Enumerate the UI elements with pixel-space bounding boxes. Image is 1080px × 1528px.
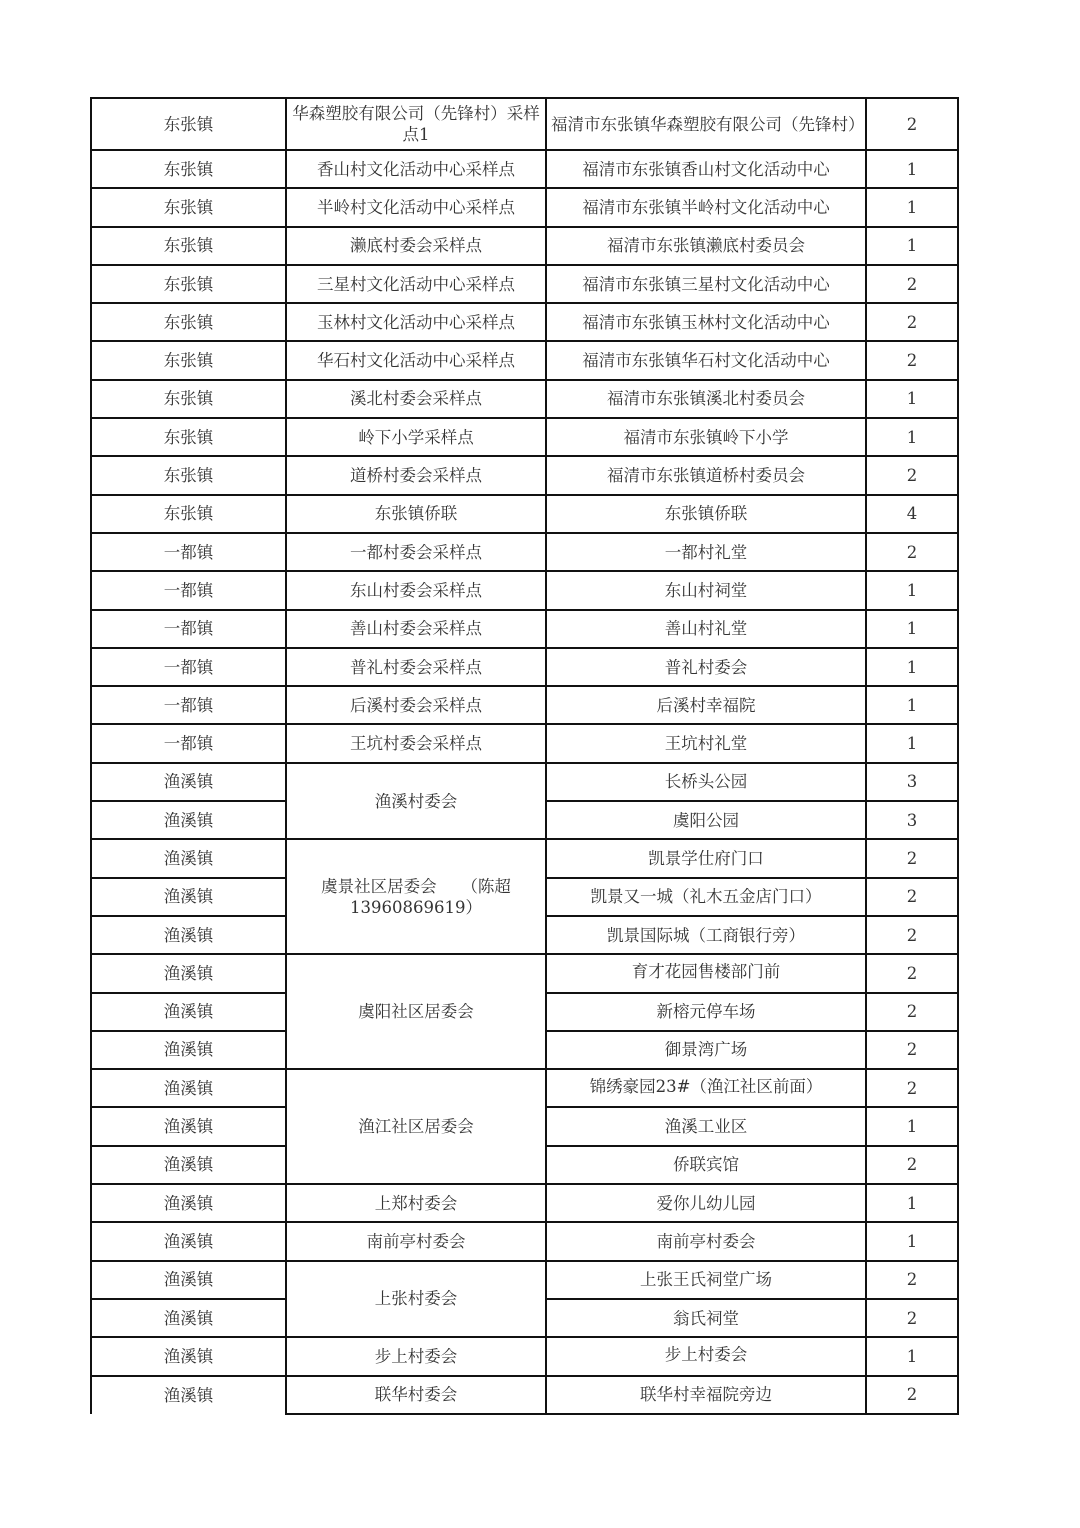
count-cell: 1 (866, 571, 958, 609)
address-cell: 善山村礼堂 (546, 610, 866, 648)
site-cell: 联华村委会 (286, 1376, 546, 1414)
site-cell: 南前亭村委会 (286, 1222, 546, 1260)
town-cell: 东张镇 (91, 98, 286, 150)
table-row (91, 1069, 958, 1107)
town-cell: 渔溪镇 (91, 801, 286, 839)
count-cell: 2 (866, 993, 958, 1031)
address-cell: 新榕元停车场 (546, 993, 866, 1031)
address-cell: 王坑村礼堂 (546, 724, 866, 762)
address-cell: 福清市东张镇华石村文化活动中心 (546, 341, 866, 379)
count-cell: 3 (866, 763, 958, 801)
site-cell: 华森塑胶有限公司（先锋村）采样点1 (286, 98, 546, 150)
address-cell: 侨联宾馆 (546, 1146, 866, 1184)
town-cell: 一都镇 (91, 610, 286, 648)
table-row (91, 495, 958, 533)
address-cell: 长桥头公园 (546, 763, 866, 801)
site-cell: 虞景社区居委会 （陈超13960869619） (286, 839, 546, 954)
site-cell: 一都村委会采样点 (286, 533, 546, 571)
address-cell: 福清市东张镇香山村文化活动中心 (546, 150, 866, 188)
address-cell: 福清市东张镇岭下小学 (546, 418, 866, 456)
address-cell-text: 育才花园售楼部门前 (631, 962, 781, 982)
address-cell: 南前亭村委会 (546, 1222, 866, 1260)
site-cell: 岭下小学采样点 (286, 418, 546, 456)
site-cell: 香山村文化活动中心采样点 (286, 150, 546, 188)
count-cell: 1 (866, 1107, 958, 1145)
address-cell: 福清市东张镇半岭村文化活动中心 (546, 188, 866, 226)
count-cell: 2 (866, 916, 958, 954)
table-row (91, 227, 958, 265)
town-cell: 渔溪镇 (91, 1299, 286, 1337)
site-cell: 善山村委会采样点 (286, 610, 546, 648)
address-cell: 后溪村幸福院 (546, 686, 866, 724)
address-cell: 普礼村委会 (546, 648, 866, 686)
count-cell: 1 (866, 227, 958, 265)
table-row (91, 648, 958, 686)
count-cell: 2 (866, 456, 958, 494)
town-cell: 东张镇 (91, 188, 286, 226)
address-cell: 上张王氏祠堂广场 (546, 1261, 866, 1299)
count-cell: 1 (866, 1222, 958, 1260)
town-cell: 东张镇 (91, 495, 286, 533)
address-cell: 福清市东张镇道桥村委员会 (546, 456, 866, 494)
count-cell: 1 (866, 150, 958, 188)
table-body (91, 98, 958, 1414)
count-cell: 2 (866, 533, 958, 571)
town-cell: 东张镇 (91, 418, 286, 456)
town-cell: 一都镇 (91, 724, 286, 762)
site-cell: 步上村委会 (286, 1337, 546, 1375)
site-cell: 渔溪村委会 (286, 763, 546, 840)
address-cell: 福清市东张镇溪北村委员会 (546, 380, 866, 418)
count-cell: 3 (866, 801, 958, 839)
count-cell: 1 (866, 418, 958, 456)
site-cell: 华石村文化活动中心采样点 (286, 341, 546, 379)
site-cell: 后溪村委会采样点 (286, 686, 546, 724)
count-cell: 1 (866, 648, 958, 686)
town-cell: 渔溪镇 (91, 763, 286, 801)
sampling-sites-table (90, 97, 959, 1415)
table-row (91, 571, 958, 609)
table-row (91, 418, 958, 456)
table-row (91, 1376, 958, 1414)
site-cell: 王坑村委会采样点 (286, 724, 546, 762)
town-cell: 渔溪镇 (91, 878, 286, 916)
town-cell: 一都镇 (91, 686, 286, 724)
address-cell: 翁氏祠堂 (546, 1299, 866, 1337)
count-cell: 1 (866, 1337, 958, 1375)
town-cell: 东张镇 (91, 227, 286, 265)
town-cell: 一都镇 (91, 533, 286, 571)
address-cell: 福清市东张镇玉林村文化活动中心 (546, 303, 866, 341)
table-row (91, 456, 958, 494)
site-cell: 上张村委会 (286, 1261, 546, 1338)
count-cell: 1 (866, 380, 958, 418)
town-cell: 渔溪镇 (91, 993, 286, 1031)
address-cell: 御景湾广场 (546, 1031, 866, 1069)
count-cell: 1 (866, 188, 958, 226)
town-cell: 一都镇 (91, 648, 286, 686)
address-cell (546, 1337, 866, 1375)
town-cell: 东张镇 (91, 265, 286, 303)
site-cell: 东张镇侨联 (286, 495, 546, 533)
address-cell (546, 954, 866, 992)
address-cell: 凯景国际城（工商银行旁） (546, 916, 866, 954)
count-cell: 2 (866, 303, 958, 341)
table-row (91, 150, 958, 188)
town-cell: 东张镇 (91, 456, 286, 494)
count-cell: 1 (866, 686, 958, 724)
table-row (91, 610, 958, 648)
table-row (91, 303, 958, 341)
address-cell: 凯景学仕府门口 (546, 839, 866, 877)
table-row (91, 954, 958, 992)
town-cell: 渔溪镇 (91, 1184, 286, 1222)
address-cell: 凯景又一城（礼木五金店门口） (546, 878, 866, 916)
town-cell: 渔溪镇 (91, 1261, 286, 1299)
count-cell: 1 (866, 724, 958, 762)
site-cell: 东山村委会采样点 (286, 571, 546, 609)
count-cell: 2 (866, 1031, 958, 1069)
count-cell: 2 (866, 341, 958, 379)
table-row (91, 686, 958, 724)
town-cell: 渔溪镇 (91, 916, 286, 954)
address-cell: 渔溪工业区 (546, 1107, 866, 1145)
table-row (91, 1184, 958, 1222)
count-cell: 2 (866, 265, 958, 303)
table-row (91, 380, 958, 418)
count-cell: 2 (866, 1261, 958, 1299)
count-cell: 1 (866, 1184, 958, 1222)
count-cell: 4 (866, 495, 958, 533)
town-cell: 渔溪镇 (91, 1031, 286, 1069)
site-cell: 溪北村委会采样点 (286, 380, 546, 418)
town-cell: 东张镇 (91, 341, 286, 379)
count-cell: 2 (866, 878, 958, 916)
town-cell: 渔溪镇 (91, 1337, 286, 1375)
town-cell: 东张镇 (91, 303, 286, 341)
address-cell: 福清市东张镇濑底村委员会 (546, 227, 866, 265)
table-row (91, 341, 958, 379)
site-cell: 虞阳社区居委会 (286, 954, 546, 1069)
count-cell: 2 (866, 1376, 958, 1414)
town-cell: 渔溪镇 (91, 1069, 286, 1107)
address-cell: 虞阳公园 (546, 801, 866, 839)
town-cell: 渔溪镇 (91, 1222, 286, 1260)
count-cell: 2 (866, 1069, 958, 1107)
table-row (91, 1261, 958, 1299)
town-cell: 东张镇 (91, 150, 286, 188)
address-cell-text: 步上村委会 (664, 1345, 748, 1365)
count-cell: 2 (866, 954, 958, 992)
count-cell: 2 (866, 839, 958, 877)
town-cell: 一都镇 (91, 571, 286, 609)
town-cell: 渔溪镇 (91, 1376, 286, 1414)
address-cell: 福清市东张镇华森塑胶有限公司（先锋村） (546, 98, 866, 150)
address-cell: 一都村礼堂 (546, 533, 866, 571)
address-cell: 爱你儿幼儿园 (546, 1184, 866, 1222)
table-row (91, 839, 958, 877)
site-cell: 道桥村委会采样点 (286, 456, 546, 494)
table-row (91, 98, 958, 150)
town-cell: 渔溪镇 (91, 954, 286, 992)
table-row (91, 763, 958, 801)
address-cell-text: 锦绣豪园23#（渔江社区前面） (589, 1077, 823, 1097)
site-cell: 半岭村文化活动中心采样点 (286, 188, 546, 226)
count-cell: 2 (866, 98, 958, 150)
table-row (91, 188, 958, 226)
address-cell: 福清市东张镇三星村文化活动中心 (546, 265, 866, 303)
town-cell: 渔溪镇 (91, 1107, 286, 1145)
table-row (91, 533, 958, 571)
site-cell: 玉林村文化活动中心采样点 (286, 303, 546, 341)
table-row (91, 1222, 958, 1260)
site-cell: 渔江社区居委会 (286, 1069, 546, 1184)
count-cell: 2 (866, 1146, 958, 1184)
count-cell: 2 (866, 1299, 958, 1337)
town-cell: 渔溪镇 (91, 1146, 286, 1184)
count-cell: 1 (866, 610, 958, 648)
site-cell: 濑底村委会采样点 (286, 227, 546, 265)
address-cell (546, 1069, 866, 1107)
site-cell: 三星村文化活动中心采样点 (286, 265, 546, 303)
address-cell: 东张镇侨联 (546, 495, 866, 533)
table-row (91, 724, 958, 762)
town-cell: 东张镇 (91, 380, 286, 418)
address-cell: 东山村祠堂 (546, 571, 866, 609)
table-row (91, 265, 958, 303)
site-cell: 上郑村委会 (286, 1184, 546, 1222)
town-cell: 渔溪镇 (91, 839, 286, 877)
table-row (91, 1337, 958, 1375)
address-cell: 联华村幸福院旁边 (546, 1376, 866, 1414)
site-cell: 普礼村委会采样点 (286, 648, 546, 686)
